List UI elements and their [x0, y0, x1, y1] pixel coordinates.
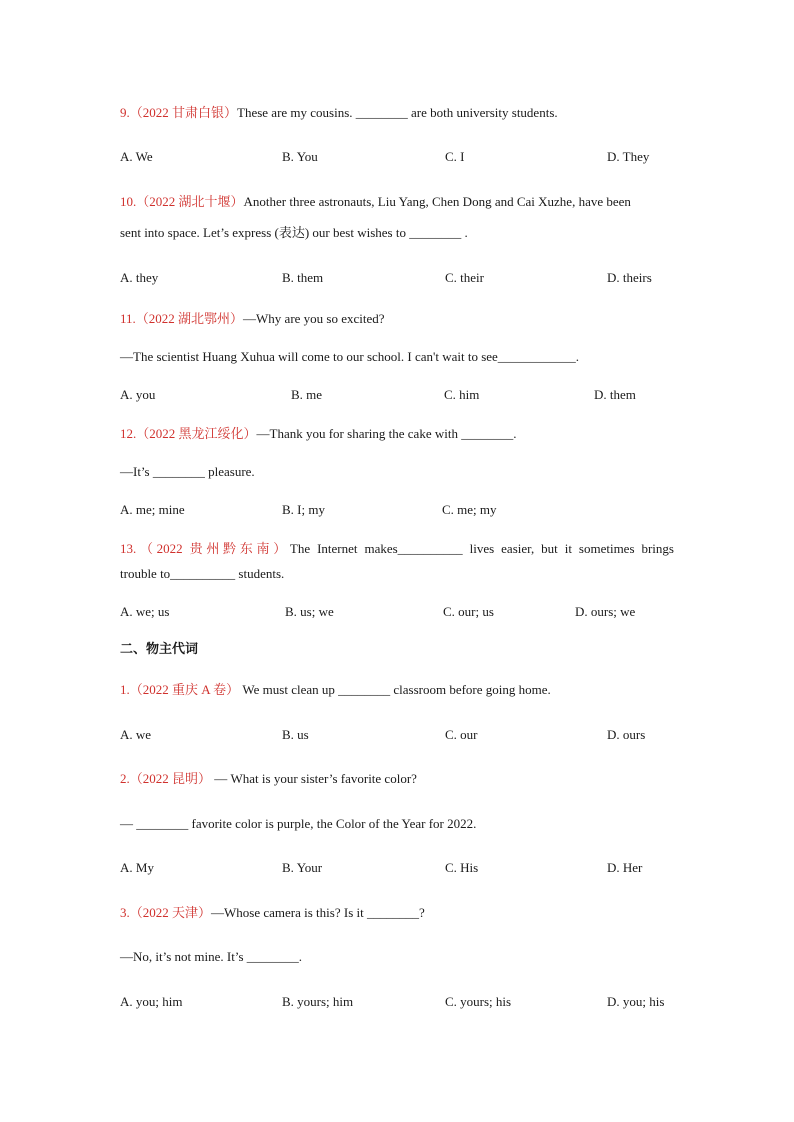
option-c: C. our [445, 727, 478, 742]
option-a: A. me; mine [120, 502, 185, 517]
option-d: D. ours; we [575, 604, 636, 619]
option-c: C. His [445, 860, 479, 875]
question-stem: The Internet makes__________ lives easier, but it sometimes brings [289, 541, 674, 556]
question-stem: —Whose camera is this? Is it ________? [211, 905, 425, 920]
option-a: A. you [120, 387, 156, 402]
option-a: A. we [120, 727, 152, 742]
option-a: A. you; him [120, 994, 183, 1009]
question-stem-continued: sent into space. Let’s express (表达) our best wishes to ________ . [120, 225, 468, 240]
question-stem: —Why are you so excited? [243, 311, 385, 326]
question-stem: We must clean up ________ classroom before going home. [239, 682, 551, 697]
question-source: 12.（2022 黑龙江绥化） [120, 426, 257, 441]
option-d: D. you; his [607, 994, 665, 1009]
question-stem-continued: —The scientist Huang Xuhua will come to our school. I can't wait to see____________. [120, 349, 580, 364]
section-question-2 [120, 771, 417, 787]
option-b: B. them [282, 270, 324, 285]
option-b: B. Your [282, 860, 323, 875]
option-c: C. yours; his [445, 994, 512, 1009]
question-10 [120, 194, 631, 210]
question-source: 9.（2022 甘肃白银） [120, 105, 238, 120]
section-question-3 [120, 905, 425, 921]
section-heading: 二、物主代词 [120, 642, 199, 657]
option-d: D. Her [607, 860, 643, 875]
option-c: C. him [444, 387, 480, 402]
question-stem-continued: —It’s ________ pleasure. [120, 464, 255, 479]
option-b: B. us [282, 727, 309, 742]
option-d: D. ours [607, 727, 646, 742]
question-11 [120, 311, 385, 327]
option-a: A. We [120, 149, 153, 164]
option-c: C. me; my [442, 502, 497, 517]
question-source: 10.（2022 湖北十堰） [120, 194, 244, 209]
question-stem: Another three astronauts, Liu Yang, Chen Dong and Cai Xuzhe, have been [243, 194, 631, 209]
option-b: B. us; we [285, 604, 334, 619]
question-source: 11.（2022 湖北鄂州） [120, 311, 244, 326]
option-b: B. me [291, 387, 323, 402]
option-b: B. You [282, 149, 318, 164]
option-c: C. our; us [443, 604, 494, 619]
question-9 [120, 105, 558, 121]
question-source: 13.（2022 贵州黔东南） [120, 541, 290, 556]
question-12 [120, 426, 516, 442]
option-c: C. I [445, 149, 465, 164]
question-stem-continued: — ________ favorite color is purple, the Color of the Year for 2022. [120, 816, 477, 831]
option-d: D. them [594, 387, 636, 402]
question-stem: —Thank you for sharing the cake with ________. [256, 426, 517, 441]
option-c: C. their [445, 270, 484, 285]
option-b: B. yours; him [282, 994, 354, 1009]
question-13 [120, 541, 674, 557]
question-stem-continued: —No, it’s not mine. It’s ________. [120, 949, 302, 964]
question-stem: These are my cousins. ________ are both university students. [237, 105, 558, 120]
section-question-1 [120, 682, 551, 698]
question-stem-continued: trouble to__________ students. [120, 566, 285, 581]
option-a: A. we; us [120, 604, 170, 619]
question-stem: — What is your sister’s favorite color? [211, 771, 417, 786]
option-a: A. My [120, 860, 154, 875]
option-d: D. They [607, 149, 650, 164]
option-b: B. I; my [282, 502, 325, 517]
option-d: D. theirs [607, 270, 652, 285]
question-source: 3.（2022 天津） [120, 905, 212, 920]
question-source: 1.（2022 重庆 A 卷） [120, 682, 240, 697]
question-source: 2.（2022 昆明） [120, 771, 212, 786]
option-a: A. they [120, 270, 159, 285]
